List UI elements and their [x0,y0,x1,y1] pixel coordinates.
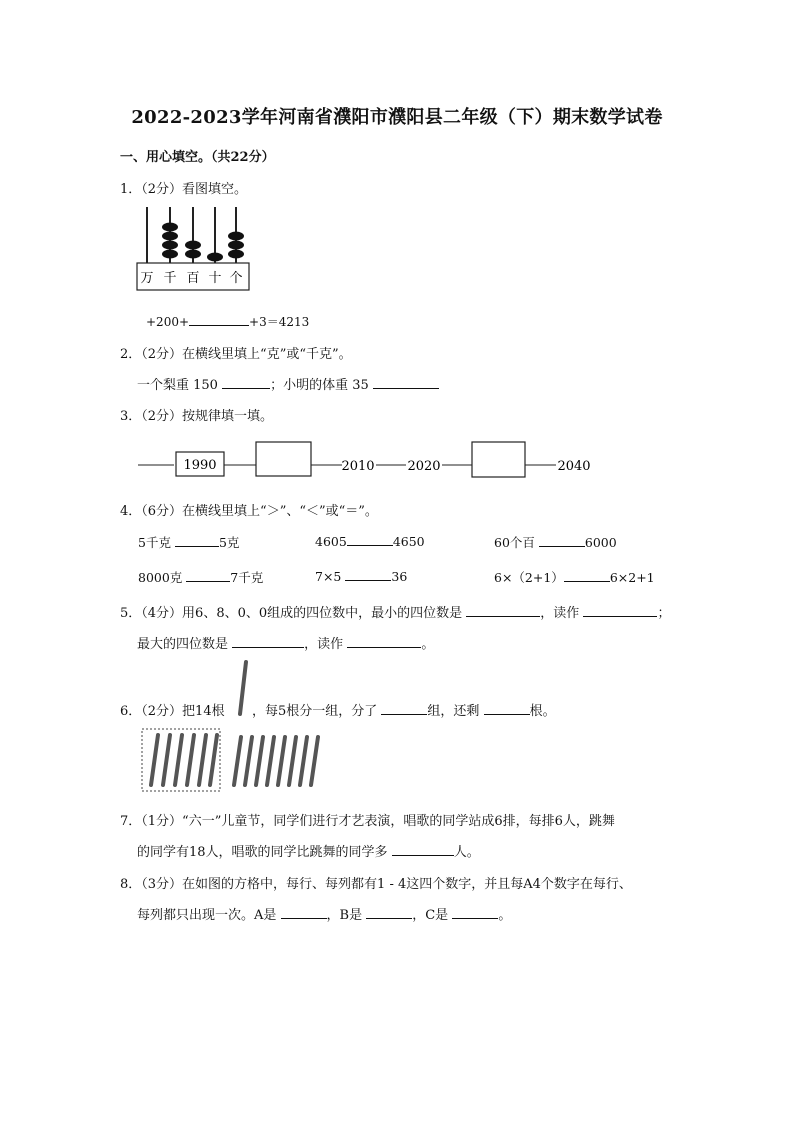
answer-blank[interactable] [484,702,530,715]
page-title: 2022-2023学年河南省濮阳市濮阳县二年级（下）期末数学试卷 [131,107,663,128]
q1-equation: +200+ +3＝4213 [146,315,310,329]
q4-item: 7×5 36 [315,569,408,584]
answer-blank[interactable] [222,376,270,389]
abacus-label: 万 [140,271,154,286]
stick [210,735,217,785]
q8-line1: 8．（3分）在如图的方格中，每行、每列都有1 - 4这四个数字，并且每A4个数字在每行、 [120,877,632,892]
q7-line2: 的同学有18人，唱歌的同学比跳舞的同学多 人。 [137,845,480,860]
sequence-number: 1990 [183,458,217,473]
answer-blank[interactable] [347,533,393,546]
q4-stem: 4．（6分）在横线里填上“＞”、“＜”或“＝”。 [120,504,378,519]
section-heading: 一、用心填空。（共22分） [120,150,275,165]
stick-icon [236,660,250,720]
sequence-number: 2020 [407,459,441,474]
q3-stem: 3．（2分）按规律填一填。 [120,409,274,424]
q4-item: 4605 4650 [315,534,425,549]
q4-item: 6×（2+1） 6×2+1 [494,570,655,585]
answer-blank[interactable] [381,702,427,715]
answer-blank[interactable] [345,568,391,581]
sequence-answer-box[interactable] [472,442,525,477]
q5-line2: 最大的四位数是 ，读作 。 [137,637,435,652]
answer-blank[interactable] [186,569,230,582]
abacus-bead [162,223,178,232]
sequence-number: 2040 [557,459,591,474]
abacus-bead [228,250,244,259]
stick [311,737,318,785]
stick [300,737,307,785]
abacus-label: 百 [186,271,200,286]
stick [175,735,182,785]
abacus-bead [228,232,244,241]
q8-line2: 每列都只出现一次。A是 ，B是 ，C是 。 [137,908,512,923]
sequence-answer-box[interactable] [256,442,311,476]
answer-blank[interactable] [564,569,610,582]
stick [245,737,252,785]
answer-blank[interactable] [189,313,249,326]
abacus-label: 个 [229,271,243,286]
q1-stem: 1．（2分）看图填空。 [120,182,248,197]
answer-blank[interactable] [539,534,585,547]
sequence-number: 2010 [341,459,375,474]
stick [187,735,194,785]
answer-blank[interactable] [452,906,498,919]
answer-blank[interactable] [232,635,304,648]
abacus-label: 千 [163,271,177,286]
answer-blank[interactable] [373,376,439,389]
answer-blank[interactable] [392,843,454,856]
q5-line1: 5．（4分）用6、8、0、0组成的四位数中，最小的四位数是 ，读作 ； [120,606,671,621]
abacus-figure [136,205,256,295]
answer-blank[interactable] [281,906,327,919]
q2-stem: 2．（2分）在横线里填上“克”或“千克”。 [120,347,352,362]
number-sequence-figure [138,440,598,482]
abacus-label: 十 [208,271,222,286]
stick [234,737,241,785]
stick [278,737,285,785]
abacus-bead [185,241,201,250]
abacus-bead [228,241,244,250]
answer-blank[interactable] [175,534,219,547]
q6-body: ，每5根分一组，分了 组，还剩 根。 [252,704,556,719]
q4-item: 60个百 6000 [494,535,617,550]
q7-line1: 7．（1分）“六一”儿童节，同学们进行才艺表演，唱歌的同学站成6排，每排6人，跳舞 [120,814,615,829]
q6-a: 6．（2分）把14根 [120,704,225,719]
q4-item: 8000克 7千克 [138,570,264,585]
abacus-bead [207,253,223,262]
stick [267,737,274,785]
abacus-bead [185,250,201,259]
answer-blank[interactable] [583,604,657,617]
abacus-bead [162,250,178,259]
abacus-bead [162,232,178,241]
abacus-bead [162,241,178,250]
stick [289,737,296,785]
stick [163,735,170,785]
stick [256,737,263,785]
answer-blank[interactable] [466,604,540,617]
stick [199,735,206,785]
q4-item: 5千克 5克 [138,535,240,550]
q2-body: 一个梨重 150 ；小明的体重 35 [137,374,439,393]
stick [151,735,158,785]
sticks-figure [140,727,340,793]
answer-blank[interactable] [347,635,421,648]
answer-blank[interactable] [366,906,412,919]
